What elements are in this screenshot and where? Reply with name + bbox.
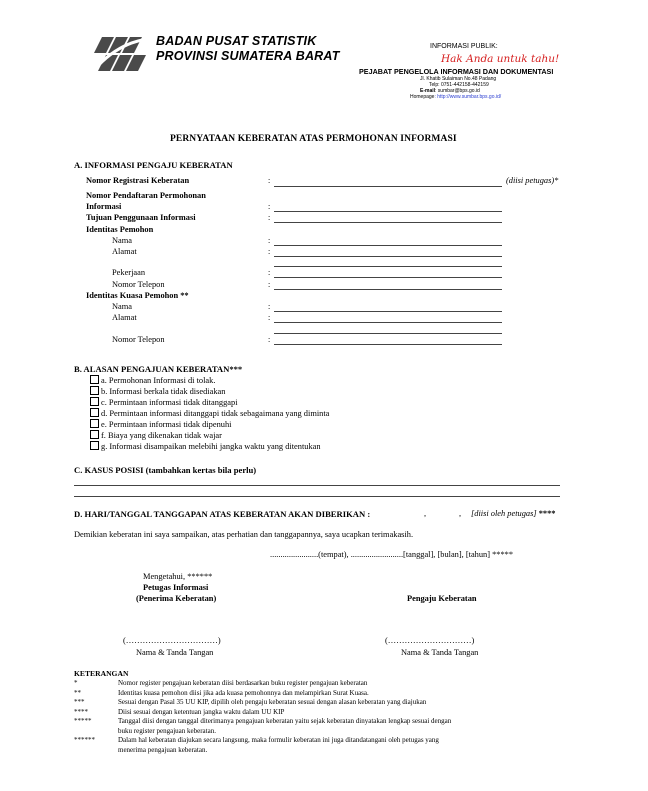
- section-d-heading: D. HARI/TANGGAL TANGGAPAN ATAS KEBERATAN AKAN DIBERIKAN :: [74, 509, 371, 519]
- notes-heading: KETERANGAN: [74, 669, 129, 678]
- closing-statement: Demikian keberatan ini saya sampaikan, atas perhatian dan tanggapannya, saya ucapkan terimakasih.: [74, 530, 414, 539]
- reason-item[interactable]: e. Permintaan informasi tidak dipenuhi: [90, 419, 329, 430]
- colon: :: [268, 313, 271, 322]
- response-date-note: [diisi oleh petugas] ****: [471, 509, 556, 518]
- homepage-label: Homepage: [410, 94, 435, 100]
- proxy-address-field-2[interactable]: [274, 333, 502, 334]
- purpose-field[interactable]: [274, 222, 502, 223]
- name-field[interactable]: [274, 245, 502, 246]
- app-no-field[interactable]: [274, 211, 502, 212]
- notes-list: [74, 679, 554, 755]
- colon: :: [268, 213, 271, 222]
- place-date-line: .......................(tempat), .........................[tanggal], [bulan], [tahun] *****: [270, 550, 514, 559]
- colon: :: [268, 236, 271, 245]
- colon: :: [268, 335, 271, 344]
- note-row: ***** Tanggal diisi dengan tanggal diterimanya pengajuan keberatan yaitu sejak keberatan dinyatakan lengkap sesuai dengan: [74, 717, 452, 725]
- job-field[interactable]: [274, 277, 502, 278]
- section-c-heading: C. KASUS POSISI (tambahkan kertas bila perlu): [74, 465, 257, 475]
- note-row: buku register pengajuan keberatan.: [118, 726, 216, 735]
- email-label: E-mail: [420, 88, 436, 94]
- reg-no-label: Nomor Registrasi Keberatan: [86, 176, 190, 185]
- address-field-1[interactable]: [274, 256, 502, 257]
- checkbox[interactable]: [90, 441, 99, 450]
- acknowledged-label: Mengetahui, ******: [143, 572, 213, 581]
- reason-item[interactable]: g. Informasi disampaikan melebihi jangka waktu yang ditentukan: [90, 441, 329, 452]
- app-no-label-1: Nomor Pendaftaran Permohonan: [86, 191, 206, 200]
- section-a-heading: A. INFORMASI PENGAJU KEBERATAN: [74, 160, 233, 170]
- job-label: Pekerjaan: [112, 268, 146, 277]
- proxy-address-field-1[interactable]: [274, 322, 502, 323]
- reg-no-field[interactable]: [274, 186, 502, 187]
- document-title: PERNYATAAN KEBERATAN ATAS PERMOHONAN INFORMASI: [170, 134, 457, 144]
- bps-logo: [92, 33, 150, 73]
- address: Jl. Khatib Sulaiman No.48 Padang: [420, 76, 497, 82]
- colon: :: [268, 247, 271, 256]
- phone: Telp: 0751-442158-442159: [429, 82, 489, 88]
- checkbox[interactable]: [90, 375, 99, 384]
- phone-label: Nomor Telepon: [112, 280, 165, 289]
- applicant-title: Pengaju Keberatan: [407, 594, 477, 603]
- reason-item[interactable]: b. Informasi berkala tidak disediakan: [90, 386, 329, 397]
- address-field-2[interactable]: [274, 266, 502, 267]
- org-name-line1: BADAN PUSAT STATISTIK: [156, 34, 317, 48]
- applicant-identity-label: Identitas Pemohon: [86, 225, 154, 234]
- org-name-line2: PROVINSI SUMATERA BARAT: [156, 49, 340, 63]
- officer-signature-label: Nama & Tanda Tangan: [136, 648, 214, 657]
- colon: :: [268, 302, 271, 311]
- purpose-label: Tujuan Penggunaan Informasi: [86, 213, 196, 222]
- note-row: * Nomor register pengajuan keberatan diisi berdasarkan buku register pengajuan keberatan: [74, 679, 368, 687]
- proxy-name-label: Nama: [112, 302, 132, 311]
- checkbox[interactable]: [90, 430, 99, 439]
- proxy-phone-field[interactable]: [274, 344, 502, 345]
- app-no-label-2: Informasi: [86, 202, 122, 211]
- officer-title: Petugas Informasi: [143, 583, 209, 592]
- checkbox[interactable]: [90, 408, 99, 417]
- colon: :: [268, 268, 271, 277]
- homepage-link[interactable]: : http://www.sumbar.bps.go.id/: [434, 94, 502, 100]
- email-value: : sumbar@bps.go.id: [435, 88, 480, 94]
- proxy-phone-label: Nomor Telepon: [112, 335, 165, 344]
- proxy-address-label: Alamat: [112, 313, 137, 322]
- checkbox[interactable]: [90, 419, 99, 428]
- proxy-name-field[interactable]: [274, 311, 502, 312]
- reason-item[interactable]: f. Biaya yang dikenakan tidak wajar: [90, 430, 329, 441]
- colon: :: [268, 176, 271, 185]
- note-row: menerima pengajuan keberatan.: [118, 745, 208, 754]
- case-field-1[interactable]: [74, 485, 560, 486]
- phone-field[interactable]: [274, 289, 502, 290]
- case-field-2[interactable]: [74, 496, 560, 497]
- reason-item[interactable]: a. Permohonan Informasi di tolak.: [90, 375, 329, 386]
- proxy-identity-label: Identitas Kuasa Pemohon **: [86, 291, 189, 300]
- officer-signature-blank[interactable]: (……………………………): [123, 636, 221, 645]
- checkbox[interactable]: [90, 397, 99, 406]
- ppid-title: PEJABAT PENGELOLA INFORMASI DAN DOKUMENTASI: [359, 67, 554, 76]
- colon: :: [268, 202, 271, 211]
- note-row: ****** Dalam hal keberatan diajukan secara langsung, maka formulir keberatan ini juga ditandatangani oleh petugas yang: [74, 736, 439, 744]
- response-date-sep-2: ,: [459, 509, 462, 518]
- note-row: *** Sesuai dengan Pasal 35 UU KIP, dipilih oleh pengaju keberatan sesuai dengan alasan keberatan yang diajukan: [74, 698, 427, 706]
- name-label: Nama: [112, 236, 132, 245]
- reason-item[interactable]: d. Permintaan informasi ditanggapi tidak sebagaimana yang diminta: [90, 408, 329, 419]
- homepage-row: [410, 94, 501, 100]
- applicant-signature-label: Nama & Tanda Tangan: [401, 648, 479, 657]
- checkbox[interactable]: [90, 386, 99, 395]
- tagline: Hak Anda untuk tahu!: [441, 53, 560, 65]
- colon: :: [268, 280, 271, 289]
- reg-no-note: (diisi petugas)*: [506, 176, 559, 185]
- address-label: Alamat: [112, 247, 137, 256]
- public-info-label: INFORMASI PUBLIK:: [430, 43, 498, 50]
- officer-subtitle: (Penerima Keberatan): [136, 594, 217, 603]
- note-row: **** Diisi sesuai dengan ketentuan jangka waktu dalam UU KIP: [74, 707, 285, 716]
- reason-item[interactable]: c. Permintaan informasi tidak ditanggapi: [90, 397, 329, 408]
- reason-list: [90, 375, 329, 452]
- response-date-sep-1: ,: [424, 509, 427, 518]
- section-b-heading: B. ALASAN PENGAJUAN KEBERATAN***: [74, 364, 243, 374]
- note-row: ** Identitas kuasa pemohon diisi jika ada kuasa pemohonnya dan melampirkan Surat Kuasa.: [74, 688, 369, 697]
- applicant-signature-blank[interactable]: (…………………………): [385, 636, 475, 645]
